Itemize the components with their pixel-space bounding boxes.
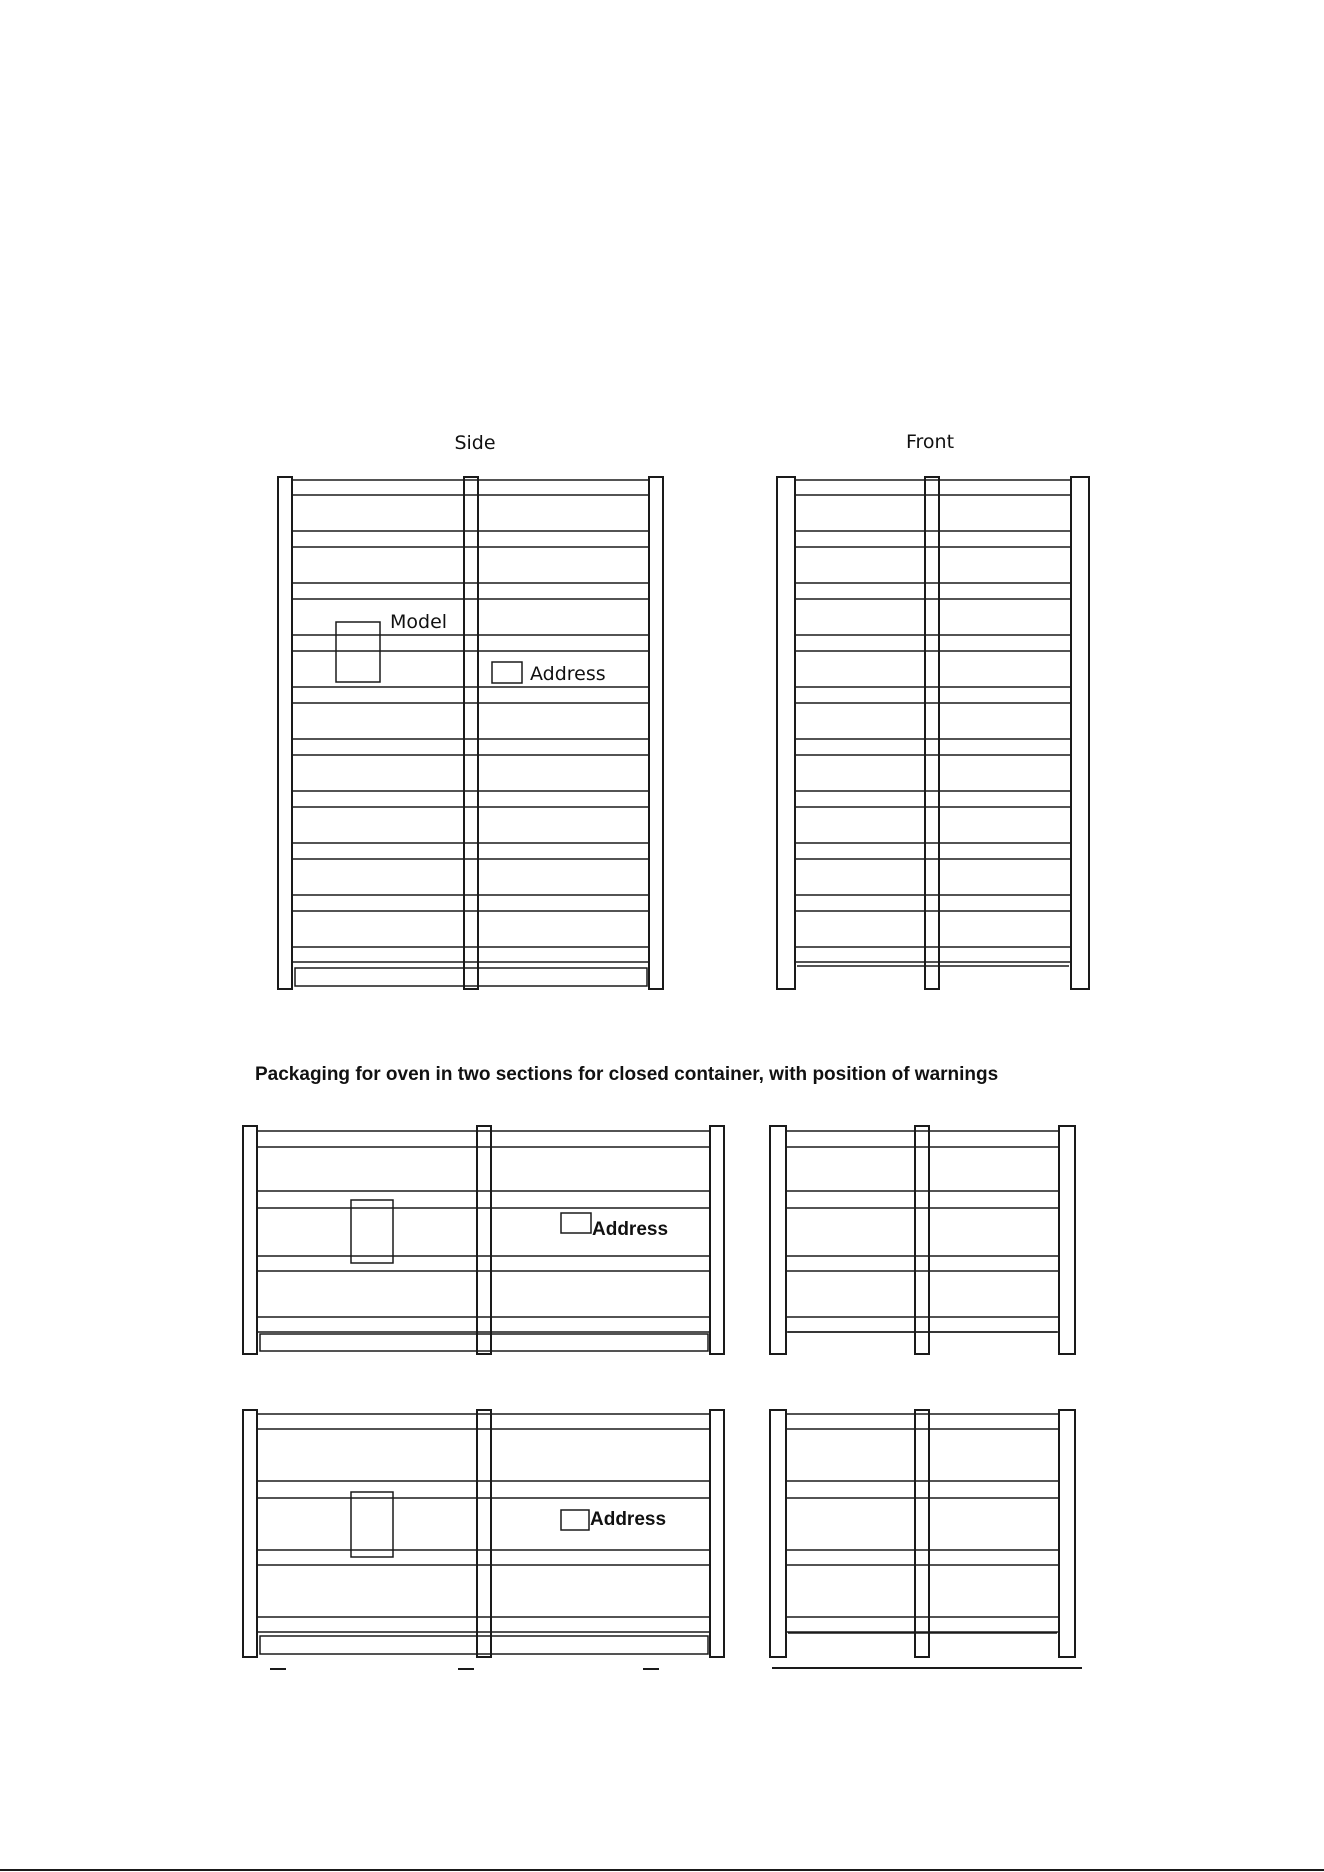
model-warning-box [336, 622, 380, 682]
side-skid [295, 968, 647, 986]
side-view-tall-crate [278, 477, 663, 989]
side-slats [292, 480, 649, 962]
address-warning-box [492, 662, 522, 683]
section-1-side-view [243, 1126, 724, 1354]
section-2-model-warning-box [351, 1492, 393, 1557]
front-middle-post [925, 477, 939, 989]
section-1-front-right-post [1059, 1126, 1075, 1354]
section-2-middle-post [477, 1410, 491, 1657]
section-2-front-slats [786, 1414, 1059, 1632]
side-middle-post [464, 477, 478, 989]
section-2-front-view [770, 1410, 1082, 1668]
section-2-front-right-post [1059, 1410, 1075, 1657]
section-1-left-post [243, 1126, 257, 1354]
front-left-post [777, 477, 795, 989]
section-1-front-left-post [770, 1126, 786, 1354]
side-view-label: Side [454, 432, 496, 454]
figure-caption: Packaging for oven in two sections for closed container, with position of warnings [255, 1064, 999, 1085]
section-2-side-view [243, 1410, 724, 1669]
front-slats [795, 480, 1071, 962]
front-view-label: Front [905, 431, 955, 453]
section-2-right-post [710, 1410, 724, 1657]
section-1-address-warning-box [561, 1213, 591, 1233]
section-2-left-post [243, 1410, 257, 1657]
side-right-post [649, 477, 663, 989]
section-1-address-label: Address [592, 1219, 669, 1240]
front-right-post [1071, 477, 1089, 989]
model-warning-label: Model [390, 611, 448, 633]
section-1-middle-post [477, 1126, 491, 1354]
section-1-front-slats [786, 1131, 1059, 1332]
section-2-front-left-post [770, 1410, 786, 1657]
section-2-skid [260, 1636, 708, 1654]
section-2-front-middle-post [915, 1410, 929, 1657]
section-1-front-middle-post [915, 1126, 929, 1354]
address-warning-label: Address [530, 663, 606, 685]
section-1-skid [260, 1334, 708, 1351]
section-2-address-warning-box [561, 1510, 589, 1530]
section-2-address-label: Address [590, 1509, 667, 1530]
side-left-post [278, 477, 292, 989]
front-view-tall-crate [777, 477, 1089, 989]
section-1-right-post [710, 1126, 724, 1354]
section-1-front-view [770, 1126, 1075, 1354]
section-1-model-warning-box [351, 1200, 393, 1263]
